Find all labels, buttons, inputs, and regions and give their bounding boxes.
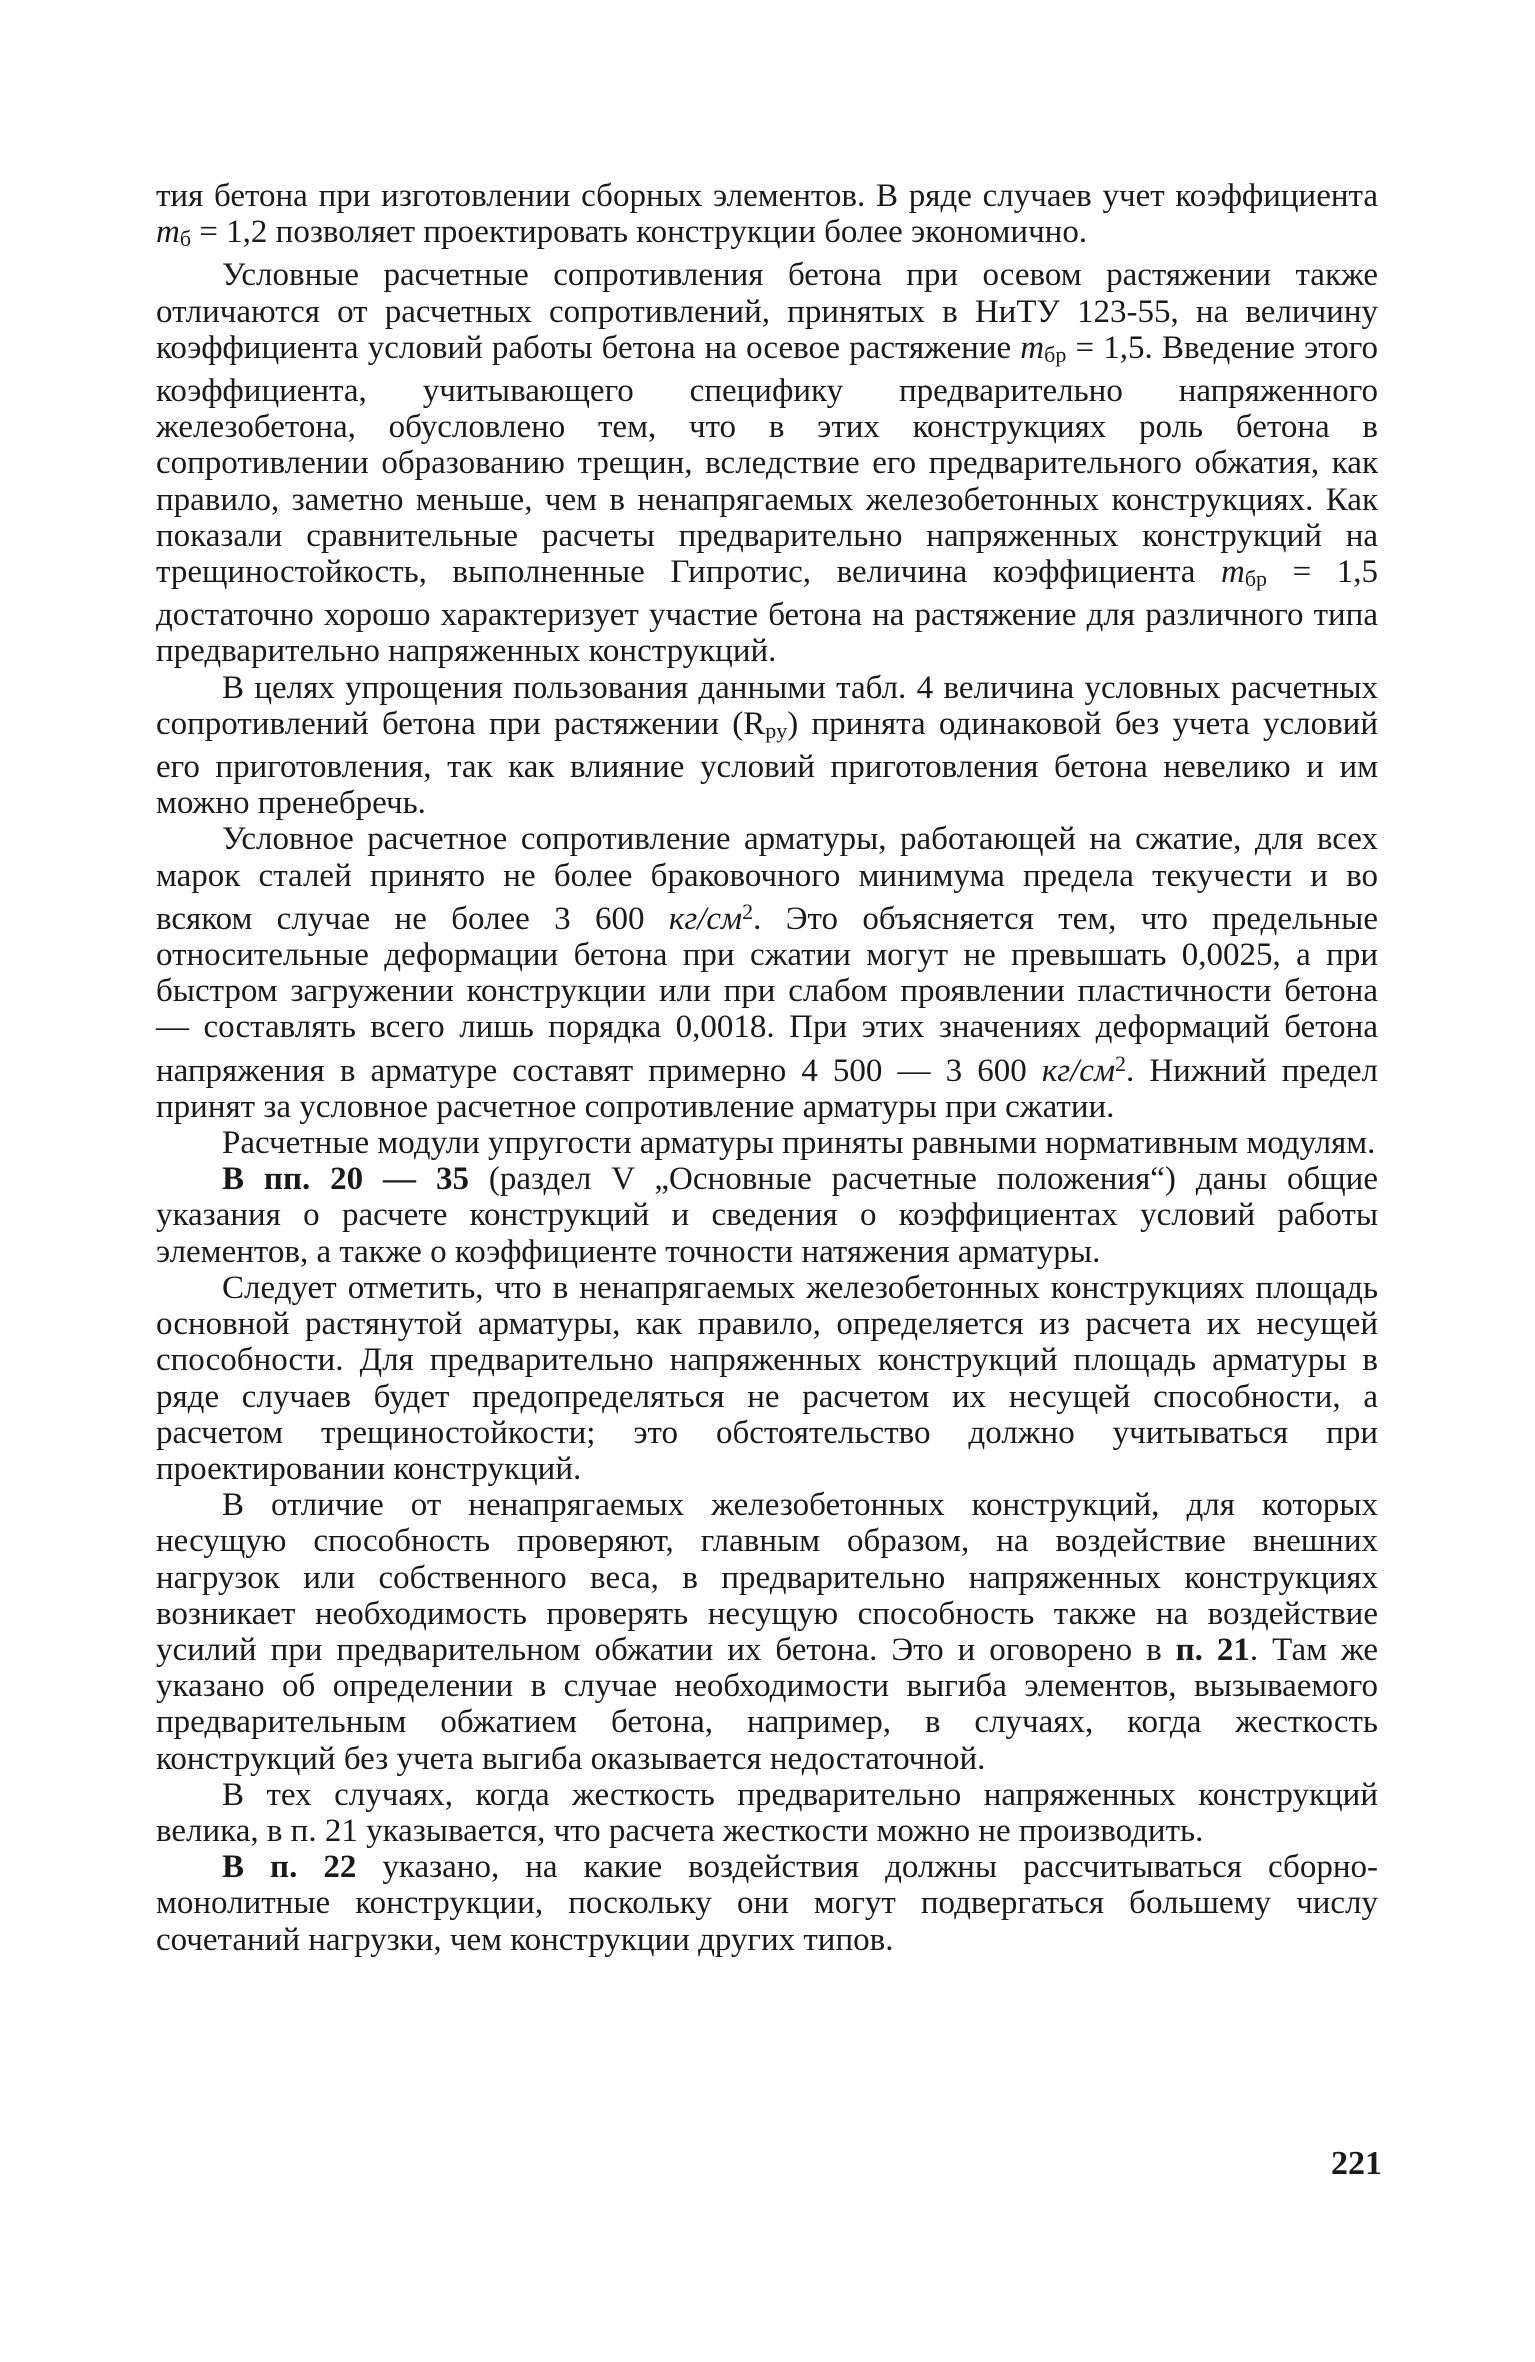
unit-label: кг/см [668,900,743,937]
coefficient-symbol: m [156,214,180,251]
paragraph-5: Расчетные модули упругости арматуры приняты равными нормативным модулям. [222,1125,1376,1162]
page-number: 221 [1331,2145,1382,2182]
page-body [156,178,1378,1958]
coefficient-subscript: б [179,226,192,252]
paragraph-8: В отличие от ненапрягаемых железобетонных конструкций, для которых несущую способность проверяют, главным образом, на воздействие внешних нагрузок или собственного веса, в предварительно напряженных конструкциях возникает необходимость проверять несущую способность также на воздействие усилий при предварительном обжатии их бетона. Это и оговорено в п. 21. Там же указано об определении в случае необходимости выгиба элементов, вызываемого предварительным обжатием бетона, например, в случаях, когда жесткость конструкций без учета выгиба оказывается недостаточной. [156,1487,1378,1777]
coefficient-subscript: бр [1244,566,1268,592]
coefficient-symbol: m [1220,554,1245,591]
paragraph-9: В тех случаях, когда жесткость предварительно напряженных конструкций велика, в п. 21 указывается, что расчета жесткости можно не производить. [156,1776,1378,1849]
paragraph-2: Условные расчетные сопротивления бетона при осевом растяжении также отличаются от расчетных сопротивлений, принятых в НиТУ 123-55, на величину коэффициента условий работы бетона на осевое растяжение mбр = 1,5. Введение этого коэффициента, учитывающего специфику предварительно напряженного железобетона, обусловлено тем, что в этих конструкциях роль бетона в сопротивлении образованию трещин, вследствие его предварительного обжатия, как правило, заметно меньше, чем в ненапрягаемых железобетонных конструкциях. Как показали сравнительные расчеты предварительно напряженных конструкций на трещиностойкость, выполненные Гипротис, величина коэффициента mбр = 1,5 достаточно хорошо характеризует участие бетона на растяжение для различного типа предварительно напряженных конструкций. [156,257,1378,670]
paragraph-1: тия бетона при изготовлении сборных элементов. В ряде случаев учет коэффициента mб = 1,2 позволяет проектировать конструкции более экономично. [156,178,1378,252]
unit-label: кг/см [1041,1052,1115,1089]
paragraph-10: В п. 22 указано, на какие воздействия должны рассчитываться сборно-монолитные конструкции, поскольку они могут подвергаться большему числу сочетаний нагрузки, чем конструкции других типов. [156,1849,1378,1958]
resistance-subscript: py [765,717,788,743]
unit-superscript: 2 [1115,1050,1126,1076]
paragraph-4: Условное расчетное сопротивление арматуры, работающей на сжатие, для всех марок сталей принято не более браковочного минимума предела текучести и во всяком случае не более 3 600 $кг/см^2$. Это объясняется тем, что предельные относительные деформации бетона при сжатии могут не превышать 0,0025, а при быстром загружении конструкции или при слабом проявлении пластичности бетона — составлять всего лишь порядка 0,0018. При этих значениях деформаций бетона напряжения в арматуре составят примерно 4 500 — 3 600 $кг/см^2$. Нижний предел принят за условное расчетное сопротивление арматуры при сжатии. [156,821,1378,1125]
coefficient-subscript: бр [1044,341,1067,367]
section-reference: В п. 22 [222,1849,357,1886]
paragraph-3: В целях упрощения пользования данными табл. 4 величина условных расчетных сопротивлений бетона при растяжении (Rpy) принята одинаковой без учета условий его приготовления, так как влияние условий приготовления бетона невелико и им можно пренебречь. [156,669,1378,822]
unit-superscript: 2 [742,898,754,924]
paragraph-7: Следует отметить, что в ненапрягаемых железобетонных конструкциях площадь основной растянутой арматуры, как правило, определяется из расчета их несущей способности. Для предварительно напряженных конструкций площадь арматуры в ряде случаев будет предопределяться не расчетом их несущей способности, а расчетом трещиностойкости; это обстоятельство должно учитываться при проектировании конструкций. [156,1269,1378,1487]
section-reference: п. 21 [1175,1631,1250,1668]
section-reference: В пп. 20 — 35 [222,1161,469,1198]
paragraph-6: В пп. 20 — 35 (раздел V „Основные расчетные положения“) даны общие указания о расчете конструкций и сведения о коэффициентах условий работы элементов, а также о коэффициенте точности натяжения арматуры. [156,1161,1378,1270]
coefficient-symbol: m [1020,329,1045,366]
